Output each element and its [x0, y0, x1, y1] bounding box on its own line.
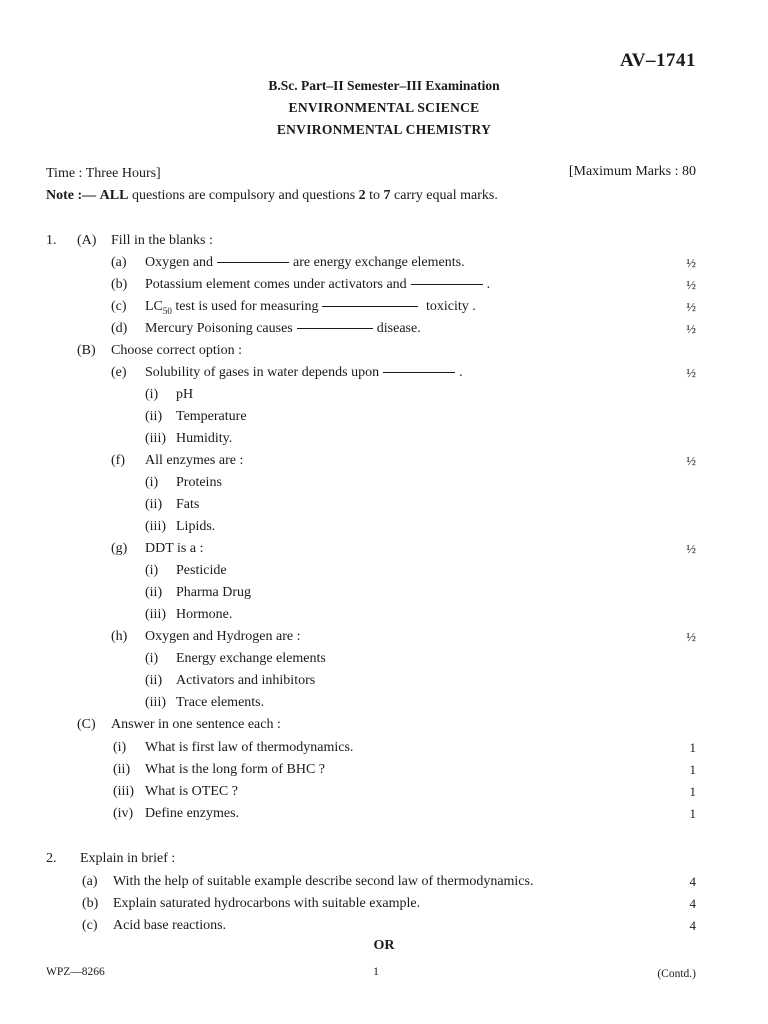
- q1e-text: [145, 365, 463, 381]
- q2-item-text: Acid base reactions.: [113, 918, 227, 933]
- q1-section-c-title: Answer in one sentence each :: [111, 717, 281, 732]
- q1e-id: (e): [111, 365, 127, 380]
- q2-item-mark: 4: [689, 918, 696, 933]
- q1e-option-text: pH: [176, 387, 194, 402]
- q2-item-id: (b): [82, 896, 99, 911]
- q1h-mark: ½: [686, 629, 696, 644]
- q1h-option-text: Energy exchange elements: [176, 651, 326, 666]
- q1g-option-num: (iii): [145, 607, 166, 622]
- q1c-item-mark: 1: [689, 806, 696, 821]
- q1a-mark: ½: [686, 255, 696, 270]
- continued-label: (Contd.): [657, 968, 696, 980]
- q1h-option-text: Activators and inhibitors: [176, 673, 316, 688]
- q1c-item-text: What is the long form of BHC ?: [145, 762, 326, 777]
- blank-line: [322, 305, 418, 307]
- q1e-option-text: Temperature: [176, 409, 247, 424]
- q1e-option-text: Humidity.: [176, 431, 233, 446]
- q1f-option-num: (i): [145, 475, 159, 490]
- exam-title: B.Sc. Part–II Semester–III Examination: [268, 78, 500, 93]
- q2-item-id: (c): [82, 918, 98, 933]
- blank-line: [297, 327, 373, 329]
- note-label: Note :—: [46, 188, 97, 203]
- q1a-post: are energy exchange elements.: [293, 255, 465, 270]
- note-to: to: [369, 188, 381, 203]
- or-divider: OR: [373, 938, 395, 953]
- q1h-option-text: Trace elements.: [176, 695, 265, 710]
- q1-section-a-label: (A): [77, 233, 97, 248]
- q1f-option-text: Lipids.: [176, 519, 216, 534]
- q1-section-b-label: (B): [77, 343, 96, 358]
- q2-title: Explain in brief :: [80, 851, 176, 866]
- q1h-option-num: (i): [145, 651, 159, 666]
- q1h-option-num: (iii): [145, 695, 166, 710]
- q1e-question: Solubility of gases in water depends upon: [145, 365, 380, 380]
- q1c-item-text: What is first law of thermodynamics.: [145, 740, 354, 755]
- q1b-pre: Potassium element comes under activators and: [145, 277, 407, 292]
- q1g-question: DDT is a :: [145, 541, 204, 556]
- q1c-pre: LC: [145, 299, 163, 314]
- q1c-id: (c): [111, 299, 127, 314]
- q1-section-a-title: Fill in the blanks :: [111, 233, 213, 248]
- q1b-mark: ½: [686, 277, 696, 292]
- q1h-option-num: (ii): [145, 673, 163, 688]
- q1c-item-text: What is OTEC ?: [145, 784, 238, 799]
- q1h-id: (h): [111, 629, 128, 644]
- q1b-post: .: [486, 277, 491, 292]
- q1d-post: disease.: [376, 321, 421, 336]
- q1a-id: (a): [111, 255, 127, 270]
- q1g-option-text: Pharma Drug: [176, 585, 252, 600]
- q1c-item-mark: 1: [689, 762, 696, 777]
- note-q2: 7: [383, 188, 391, 203]
- q1c-item-id: (iii): [113, 784, 134, 799]
- time-label: Time : Three Hours]: [46, 166, 161, 181]
- max-marks-label: [Maximum Marks : 80: [568, 164, 696, 179]
- q1c-item-mark: 1: [689, 740, 696, 755]
- q1c-item-id: (ii): [113, 762, 131, 777]
- q1c-text: [145, 299, 476, 316]
- q1d-id: (d): [111, 321, 128, 336]
- note-end: carry equal marks.: [394, 188, 498, 203]
- note-all: ALL: [99, 188, 129, 203]
- q1c-post: toxicity .: [425, 299, 476, 314]
- q1g-option-num: (i): [145, 563, 159, 578]
- note-q1: 2: [358, 188, 366, 203]
- q2-item-mark: 4: [689, 896, 696, 911]
- q1e-option-num: (iii): [145, 431, 166, 446]
- q2-item-mark: 4: [689, 874, 696, 889]
- q1g-option-text: Pesticide: [176, 563, 227, 578]
- q2-item-id: (a): [82, 874, 98, 889]
- q1g-option-text: Hormone.: [176, 607, 233, 622]
- q1c-mark: ½: [686, 299, 696, 314]
- q1-section-c-label: (C): [77, 717, 96, 732]
- q1-section-b-title: Choose correct option :: [111, 343, 243, 358]
- q2-item-text: With the help of suitable example describe second law of thermodynamics.: [113, 874, 534, 889]
- q1f-mark: ½: [686, 453, 696, 468]
- footer-code: WPZ—8266: [46, 966, 105, 978]
- q1c-sub: 50: [162, 305, 172, 316]
- q1e-option-num: (ii): [145, 409, 163, 424]
- q1c-item-mark: 1: [689, 784, 696, 799]
- paper-title: ENVIRONMENTAL CHEMISTRY: [276, 122, 492, 137]
- blank-line: [411, 283, 483, 285]
- q1f-question: All enzymes are :: [145, 453, 244, 468]
- q1g-id: (g): [111, 541, 128, 556]
- q1e-mark: ½: [686, 365, 696, 380]
- q1-number: 1.: [46, 233, 57, 248]
- q1f-option-text: Proteins: [176, 475, 222, 490]
- q1e-option-num: (i): [145, 387, 159, 402]
- q1e-post: .: [459, 365, 463, 380]
- blank-line: [217, 261, 289, 263]
- q1h-question: Oxygen and Hydrogen are :: [145, 629, 301, 644]
- q1g-option-num: (ii): [145, 585, 163, 600]
- q2-number: 2.: [46, 851, 57, 866]
- subject-title: ENVIRONMENTAL SCIENCE: [288, 100, 480, 115]
- q1b-id: (b): [111, 277, 128, 292]
- q1d-text: [145, 321, 421, 337]
- q1a-pre: Oxygen and: [145, 255, 214, 270]
- q1g-mark: ½: [686, 541, 696, 556]
- q1f-option-num: (iii): [145, 519, 166, 534]
- q1f-option-num: (ii): [145, 497, 163, 512]
- q1c-item-id: (i): [113, 740, 127, 755]
- q1b-text: [145, 277, 490, 293]
- blank-line: [383, 371, 455, 373]
- q1d-pre: Mercury Poisoning causes: [145, 321, 293, 336]
- q1d-mark: ½: [686, 321, 696, 336]
- note-mid: questions are compulsory and questions: [131, 188, 356, 203]
- q2-item-text: Explain saturated hydrocarbons with suitable example.: [113, 896, 421, 911]
- q1c-pre2: test is used for measuring: [175, 299, 319, 314]
- paper-code: AV–1741: [620, 50, 696, 71]
- q1f-id: (f): [111, 453, 125, 468]
- note-line: [46, 188, 498, 204]
- q1c-item-id: (iv): [113, 806, 134, 821]
- page-number: 1: [373, 966, 379, 978]
- q1c-item-text: Define enzymes.: [145, 806, 240, 821]
- q1a-text: [145, 255, 465, 271]
- q1f-option-text: Fats: [176, 497, 200, 512]
